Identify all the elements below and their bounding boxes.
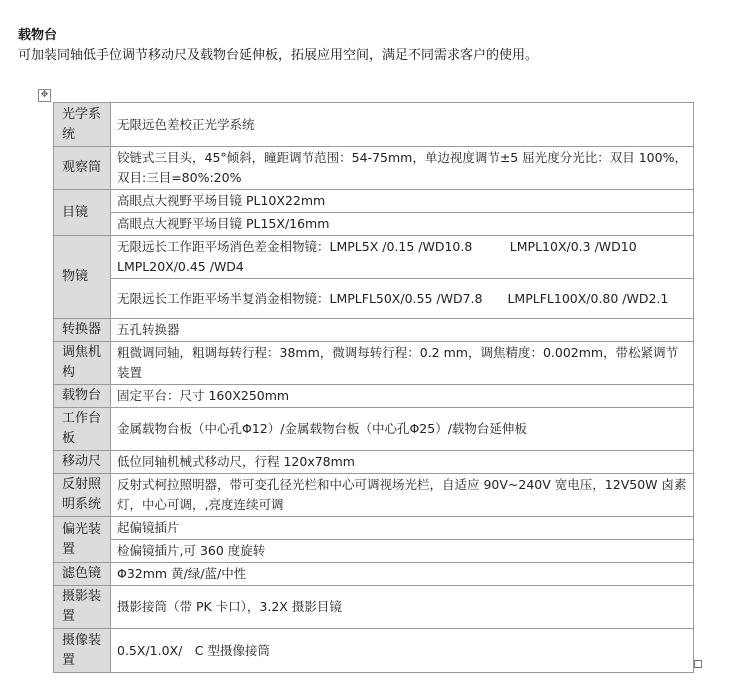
table-row	[54, 385, 694, 408]
spec-label: 摄影装置	[54, 586, 111, 629]
table-row	[54, 319, 694, 342]
spec-value: Φ32mm 黄/绿/蓝/中性	[111, 563, 694, 586]
spec-value: 无限远长工作距平场消色差金相物镜：LMPL5X /0.15 /WD10.8 LMPL10X/0.3 /WD10 LMPL20X/0.45 /WD4	[111, 236, 694, 279]
table-row	[54, 474, 694, 517]
spec-label: 光学系统	[54, 103, 111, 147]
table-row	[54, 451, 694, 474]
spec-label: 摄像装置	[54, 629, 111, 673]
spec-value: 高眼点大视野平场目镜 PL15X/16mm	[111, 213, 694, 236]
spec-label: 滤色镜	[54, 563, 111, 586]
table-row	[54, 342, 694, 385]
table-row	[54, 236, 694, 279]
table-row	[54, 279, 694, 319]
spec-value: 固定平台：尺寸 160X250mm	[111, 385, 694, 408]
spec-label: 调焦机构	[54, 342, 111, 385]
spec-value: 无限远色差校正光学系统	[111, 103, 694, 147]
spec-value: 高眼点大视野平场目镜 PL10X22mm	[111, 190, 694, 213]
spec-label: 观察筒	[54, 147, 111, 190]
section-description: 可加装同轴低手位调节移动尺及载物台延伸板，拓展应用空间，满足不同需求客户的使用。	[18, 48, 539, 63]
spec-value: 五孔转换器	[111, 319, 694, 342]
spec-value: 低位同轴机械式移动尺，行程 120x78mm	[111, 451, 694, 474]
spec-label: 工作台板	[54, 408, 111, 451]
spec-label: 偏光装置	[54, 517, 111, 563]
table-row	[54, 586, 694, 629]
table-row	[54, 103, 694, 147]
spec-label: 转换器	[54, 319, 111, 342]
spec-value: 起偏镜插片	[111, 517, 694, 540]
table-row	[54, 213, 694, 236]
spec-label: 载物台	[54, 385, 111, 408]
table-row	[54, 629, 694, 673]
table-row	[54, 563, 694, 586]
table-move-handle-icon[interactable]: ✥	[38, 89, 51, 102]
spec-value: 0.5X/1.0X/ C 型摄像接筒	[111, 629, 694, 673]
spec-value: 金属载物台板（中心孔Φ12）/金属载物台板（中心孔Φ25）/载物台延伸板	[111, 408, 694, 451]
table-row	[54, 408, 694, 451]
spec-label: 目镜	[54, 190, 111, 236]
spec-value: 铰链式三目头，45°倾斜，瞳距调节范围：54-75mm，单边视度调节±5 屈光度分光比：双目 100%，双目:三目=80%:20%	[111, 147, 694, 190]
table-resize-handle[interactable]	[694, 660, 702, 668]
section-title: 载物台	[18, 28, 58, 43]
spec-value: 无限远长工作距平场半复消金相物镜：LMPLFL50X/0.55 /WD7.8 LMPLFL100X/0.80 /WD2.1	[111, 279, 694, 319]
table-row	[54, 147, 694, 190]
table-row	[54, 540, 694, 563]
spec-value: 粗微调同轴，粗调每转行程：38mm，微调每转行程：0.2 mm，调焦精度：0.002mm，带松紧调节装置	[111, 342, 694, 385]
table-row	[54, 517, 694, 540]
spec-label: 移动尺	[54, 451, 111, 474]
spec-label: 物镜	[54, 236, 111, 319]
spec-value: 检偏镜插片,可 360 度旋转	[111, 540, 694, 563]
spec-table	[53, 102, 694, 673]
spec-value: 摄影接筒（带 PK 卡口），3.2X 摄影目镜	[111, 586, 694, 629]
spec-label: 反射照明系统	[54, 474, 111, 517]
spec-value: 反射式柯拉照明器，带可变孔径光栏和中心可调视场光栏，自适应 90V~240V 宽电压，12V50W 卤素灯，中心可调，,亮度连续可调	[111, 474, 694, 517]
table-row	[54, 190, 694, 213]
